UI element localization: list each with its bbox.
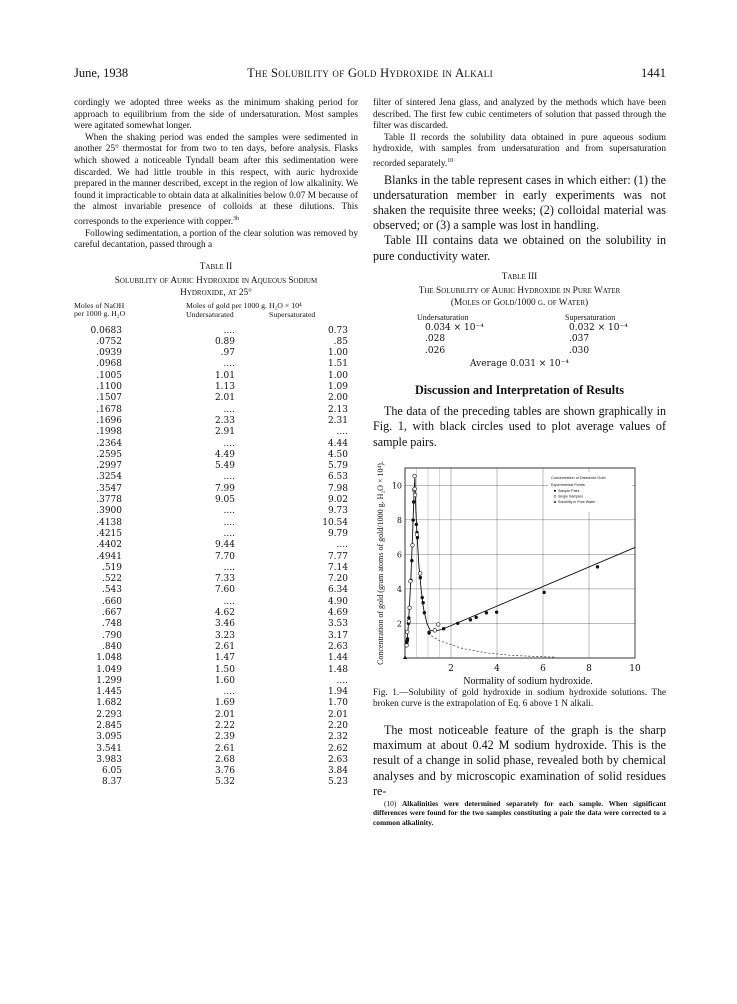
undersaturated-cell: 2.61 [214, 641, 235, 652]
supersaturated-cell: 1.48 [327, 664, 348, 675]
supersaturated-cell: .... [336, 427, 348, 438]
supersaturated-cell: .... [336, 540, 348, 551]
supersaturated-cell: 9.02 [327, 495, 348, 506]
undersaturated-cell: 9.05 [214, 495, 235, 506]
y-tick-label: 8 [396, 515, 402, 525]
table2-row [74, 382, 358, 393]
table2-row [74, 755, 358, 766]
table2-row [74, 710, 358, 721]
data-point-pair [495, 610, 498, 613]
table3-body [373, 323, 666, 358]
supersaturated-cell: 2.13 [327, 404, 348, 415]
table2-row [74, 732, 358, 743]
table2-row [74, 461, 358, 472]
table2-col2-header: Moles of gold per 1000 g. H₂O × 10⁴ [186, 300, 302, 310]
data-point-pair [421, 596, 424, 599]
left-column [74, 98, 358, 789]
naoh-cell: 1.299 [96, 675, 122, 686]
undersaturated-cell: 9.44 [214, 540, 235, 551]
supersaturated-cell: 2.00 [327, 393, 348, 404]
supersaturated-cell: 9.73 [327, 506, 348, 517]
naoh-cell: .3900 [96, 506, 122, 517]
x-tick-label: 8 [586, 663, 592, 674]
supersaturated-cell: 3.84 [327, 766, 348, 777]
data-point-single [433, 628, 437, 632]
table3-average: Average 0.031 × 10⁻⁴ [470, 359, 569, 370]
solubility-chart [373, 460, 666, 688]
table2-supersaturated-header: Supersaturated [269, 309, 316, 319]
undersaturated-cell: 1.69 [214, 698, 235, 709]
figure-caption: Fig. 1.—Solubility of gold hydroxide in sodium hydroxide solutions. The broken curve is the extrapolation of Eq. 6 above 1 N alkali. [373, 687, 666, 710]
naoh-cell: 8.37 [101, 777, 122, 788]
table2-row [74, 371, 358, 382]
supersaturated-cell: 1.09 [327, 382, 348, 393]
table2-row [74, 439, 358, 450]
left-paragraph-3: Following sedimentation, a portion of the clear solution was removed by careful decantation, passed through a [74, 228, 358, 251]
data-point-pair [456, 621, 459, 624]
data-point-pair [474, 615, 477, 618]
supersaturated-cell: 7.98 [327, 483, 348, 494]
data-point-pair [415, 522, 418, 525]
extrapolation-curve [428, 634, 555, 657]
data-point-single [418, 571, 422, 575]
right-paragraph-3: Blanks in the table represent cases in which either: (1) the undersaturation member in early experiments was not shaken the requisite three weeks; (2) colloidal material was observed; or (3) a sample was lost in handling. [373, 172, 666, 233]
data-point-pair [469, 618, 472, 621]
supersaturated-cell: 2.01 [327, 709, 348, 720]
undersaturated-cell: .... [223, 359, 235, 370]
naoh-cell: .840 [101, 641, 122, 652]
naoh-cell: .522 [101, 574, 122, 585]
right-paragraph-1: filter of sintered Jena glass, and analyzed by the methods which have been described. The first few cubic centimeters of solution that passed through the filter was discarded. [373, 98, 666, 132]
data-point-single [411, 543, 415, 547]
data-point-single [407, 619, 411, 623]
undersaturated-cell: 3.76 [214, 766, 235, 777]
data-point-pair [410, 559, 413, 562]
naoh-cell: 2.293 [96, 709, 122, 720]
undersaturated-cell: .... [223, 404, 235, 415]
data-point-single [409, 579, 413, 583]
supersaturated-cell: 2.20 [327, 720, 348, 731]
supersaturated-cell: 1.44 [327, 653, 348, 664]
undersaturated-cell: 1.60 [214, 675, 235, 686]
table2-row [74, 393, 358, 404]
supersaturated-cell: 3.53 [327, 619, 348, 630]
table2-row [74, 540, 358, 551]
x-tick-label: 10 [629, 663, 641, 674]
table2-row [74, 405, 358, 416]
table3-supersaturation-header: Supersaturation [565, 312, 616, 322]
supersaturated-cell: 2.62 [327, 743, 348, 754]
table2-row [74, 585, 358, 596]
naoh-cell: .3547 [96, 483, 122, 494]
x-tick-label: 2 [448, 663, 454, 674]
supersaturated-cell: 2.31 [327, 415, 348, 426]
undersaturated-cell: 2.61 [214, 743, 235, 754]
table2-row [74, 472, 358, 483]
naoh-cell: 1.682 [96, 698, 122, 709]
legend-entry: Single Samples [558, 494, 583, 499]
table2-row [74, 529, 358, 540]
data-point-single [408, 606, 412, 610]
undersaturated-cell: .... [223, 438, 235, 449]
table2-row [74, 348, 358, 359]
x-axis-label: Normality of sodium hydroxide. [463, 675, 593, 687]
legend-marker-single [554, 495, 556, 497]
legend-marker-pair [554, 489, 556, 491]
supersaturated-cell: 6.34 [327, 585, 348, 596]
undersaturated-cell: 2.01 [214, 393, 235, 404]
supersaturated-cell: 7.14 [327, 562, 348, 573]
table2-header [74, 302, 358, 326]
undersaturated-cell: .... [223, 517, 235, 528]
data-point-single [415, 533, 419, 537]
right-column [373, 98, 666, 827]
naoh-cell: .1100 [96, 382, 122, 393]
supersaturated-cell: 0.73 [327, 325, 348, 336]
table3-header [373, 312, 666, 323]
table2-row [74, 721, 358, 732]
undersaturated-cell: 0.89 [214, 336, 235, 347]
undersaturated-cell: 3.46 [214, 619, 235, 630]
y-tick-label: 6 [396, 550, 402, 560]
supersaturated-cell: 1.94 [327, 687, 348, 698]
table2-row [74, 642, 358, 653]
table2-row [74, 484, 358, 495]
table3-title: Table III [501, 271, 538, 282]
x-tick-label: 6 [540, 663, 546, 674]
naoh-cell: .1696 [96, 415, 122, 426]
naoh-cell: 3.541 [96, 743, 122, 754]
supersaturated-cell: 2.32 [327, 732, 348, 743]
table2-row [74, 337, 358, 348]
supersaturated-cell: 6.53 [327, 472, 348, 483]
table2-row [74, 574, 358, 585]
supersaturated-cell: 7.20 [327, 574, 348, 585]
page-number: 1441 [641, 66, 666, 80]
naoh-cell: .2595 [96, 449, 122, 460]
naoh-cell: .543 [101, 585, 122, 596]
naoh-cell: .0752 [96, 336, 122, 347]
table3-caption: The Solubility of Auric Hydroxide in Pure Water (Moles of Gold/1000 g. of Water) [418, 286, 621, 309]
figure-1 [373, 460, 666, 688]
data-point-water [403, 655, 407, 659]
data-point-single [413, 493, 417, 497]
table2-row [74, 665, 358, 676]
naoh-cell: .1005 [96, 370, 122, 381]
legend-subtitle: Experimental Points [551, 482, 585, 487]
supersaturated-cell: 7.77 [327, 551, 348, 562]
supersaturated-cell: 4.50 [327, 449, 348, 460]
data-point-pair [485, 611, 488, 614]
legend-entry: Solubility in Pure Water [558, 499, 596, 504]
supersaturated-cell: .... [336, 675, 348, 686]
table2-row [74, 506, 358, 517]
data-point-pair [419, 576, 422, 579]
supersaturated-cell: 2.63 [327, 754, 348, 765]
data-point-single [413, 487, 417, 491]
table2-row [74, 653, 358, 664]
naoh-cell: .1507 [96, 393, 122, 404]
data-point-pair [596, 565, 599, 568]
undersaturated-cell: .... [223, 325, 235, 336]
supersaturation-cell: 0.032 × 10⁻⁴ [569, 322, 628, 333]
naoh-cell: .3778 [96, 495, 122, 506]
data-point-pair [542, 590, 545, 593]
undersaturated-cell: .97 [220, 348, 235, 359]
supersaturated-cell: 1.51 [327, 359, 348, 370]
table2-row [74, 631, 358, 642]
naoh-cell: .4402 [96, 540, 122, 551]
naoh-cell: .2364 [96, 438, 122, 449]
undersaturated-cell: 2.91 [214, 427, 235, 438]
table2-row [74, 495, 358, 506]
undersaturated-cell: 3.23 [214, 630, 235, 641]
undersaturated-cell: 2.22 [214, 720, 235, 731]
supersaturated-cell: 1.00 [327, 370, 348, 381]
naoh-cell: .4941 [96, 551, 122, 562]
naoh-cell: 3.983 [96, 754, 122, 765]
y-tick-label: 10 [391, 481, 402, 491]
naoh-cell: .2997 [96, 461, 122, 472]
undersaturated-cell: 4.49 [214, 449, 235, 460]
undersaturated-cell: .... [223, 596, 235, 607]
table2-body [74, 326, 358, 789]
table2-row [74, 676, 358, 687]
left-paragraph-2: When the shaking period was ended the samples were sedimented in another 25° thermostat for from two to ten days, before analysis. Flasks which showed a noticeable Tyndall beam after this sedimentation were discarded. We had little trouble in this respect, with auric hydroxide prepared in the manner described, except in the region of low alkalinity. We found it impracticable to obtain data at alkalinities below 0.07 M because of the almost invariable presence of colloids at these dilutions. This corresponds to the experience with copper.$^{3b}$ [74, 132, 358, 228]
table2 [74, 302, 358, 789]
table2-row [74, 518, 358, 529]
naoh-cell: 1.049 [96, 664, 122, 675]
supersaturated-cell: 9.79 [327, 528, 348, 539]
data-point-single [436, 622, 440, 626]
data-point-pair [421, 601, 424, 604]
naoh-cell: 1.048 [96, 653, 122, 664]
data-point-pair [411, 518, 414, 521]
table2-caption-line2: Hydroxide, at 25° [180, 288, 252, 298]
left-paragraph-1: cordingly we adopted three weeks as the minimum shaking period for approach to equilibrium from the side of undersaturation. Most samples were agitated somewhat longer. [74, 98, 358, 132]
supersaturated-cell: 3.17 [327, 630, 348, 641]
table2-title: Table II [199, 261, 233, 272]
naoh-cell: .4215 [96, 528, 122, 539]
supersaturated-cell: 2.63 [327, 641, 348, 652]
naoh-cell: .1998 [96, 427, 122, 438]
table2-row [74, 427, 358, 438]
supersaturated-cell: 1.70 [327, 698, 348, 709]
undersaturated-cell: 7.99 [214, 483, 235, 494]
table3-row [373, 346, 666, 358]
naoh-cell: .519 [101, 562, 122, 573]
undersaturated-cell: 7.70 [214, 551, 235, 562]
undersaturated-cell: 1.13 [214, 382, 235, 393]
table2-row [74, 563, 358, 574]
table3-row [373, 323, 666, 335]
table2-undersaturated-header: Undersaturated [186, 309, 234, 319]
linear-fit-line [442, 547, 635, 629]
undersaturated-cell: .... [223, 562, 235, 573]
y-tick-label: 2 [396, 619, 402, 629]
table3-row [373, 334, 666, 346]
data-point-pair [406, 637, 409, 640]
undersaturated-cell: 5.49 [214, 461, 235, 472]
table2-row [74, 766, 358, 777]
table2-row [74, 359, 358, 370]
undersaturated-cell: 2.68 [214, 754, 235, 765]
right-paragraph-5: The data of the preceding tables are shown graphically in Fig. 1, with black circles used to plot average values of sample pairs. [373, 404, 666, 449]
naoh-cell: 2.845 [96, 720, 122, 731]
table3-undersaturation-header: Undersaturation [417, 312, 469, 322]
table2-row [74, 619, 358, 630]
naoh-cell: .0939 [96, 348, 122, 359]
naoh-cell: .660 [101, 596, 122, 607]
naoh-cell: .4138 [96, 517, 122, 528]
naoh-cell: 0.0683 [90, 325, 122, 336]
undersaturated-cell: 5.32 [214, 777, 235, 788]
undersaturated-cell: .... [223, 506, 235, 517]
undersaturated-cell: .... [223, 528, 235, 539]
supersaturated-cell: 5.79 [327, 461, 348, 472]
header-title: The Solubility of Gold Hydroxide in Alkali [247, 66, 493, 80]
naoh-cell: .1678 [96, 404, 122, 415]
table2-row [74, 698, 358, 709]
undersaturated-cell: 1.01 [214, 370, 235, 381]
naoh-cell: 1.445 [96, 687, 122, 698]
undersaturated-cell: 1.50 [214, 664, 235, 675]
right-paragraph-6: The most noticeable feature of the graph is the sharp maximum at about 0.42 M sodium hydroxide. This is the result of a change in solid phase, revealed both by chemical analyses and by microscopic examination of solid residues re- [373, 722, 666, 798]
naoh-cell: .790 [101, 630, 122, 641]
undersaturated-cell: .... [223, 472, 235, 483]
undersaturation-cell: 0.034 × 10⁻⁴ [425, 322, 484, 333]
table2-row [74, 326, 358, 337]
data-point-pair [423, 611, 426, 614]
supersaturation-cell: .037 [569, 334, 590, 345]
table3 [373, 312, 666, 374]
undersaturated-cell: 2.39 [214, 732, 235, 743]
table2-row [74, 777, 358, 788]
undersaturation-cell: .028 [425, 334, 446, 345]
naoh-cell: .748 [101, 619, 122, 630]
y-tick-label: 4 [396, 584, 402, 594]
header-date: June, 1938 [74, 66, 129, 80]
table2-row [74, 450, 358, 461]
table2-caption-line1: Solubility of Auric Hydroxide in Aqueous Sodium [114, 276, 318, 287]
footnote-ref: 3b [233, 215, 240, 222]
undersaturated-cell: 7.60 [214, 585, 235, 596]
legend-entry: Sample Pairs [558, 488, 580, 493]
undersaturation-cell: .026 [425, 345, 446, 356]
right-paragraph-4: Table III contains data we obtained on the solubility in pure conductivity water. [373, 233, 666, 263]
undersaturated-cell: 4.62 [214, 608, 235, 619]
naoh-cell: .3254 [96, 472, 122, 483]
table2-col1-header: Moles of NaOH per 1000 g. H₂O [74, 300, 126, 319]
naoh-cell: .0968 [96, 359, 122, 370]
undersaturated-cell: 2.01 [214, 709, 235, 720]
data-point-single [413, 474, 417, 478]
data-point-pair [442, 627, 445, 630]
x-tick-label: 4 [494, 663, 500, 674]
supersaturated-cell: 10.54 [322, 517, 348, 528]
footnote-ref: 10 [447, 157, 454, 164]
supersaturated-cell: 5.23 [327, 777, 348, 788]
data-point-single [405, 630, 409, 634]
table2-row [74, 416, 358, 427]
running-header [74, 66, 666, 82]
table2-row [74, 744, 358, 755]
data-point-pair [412, 500, 415, 503]
footnote-10: (10) Alkalinities were determined separately for each sample. When significant differences were found for the two samples constituting a pair the data were corrected to a common alkalinity. [373, 798, 667, 827]
table2-caption [74, 276, 358, 299]
y-axis-label: Concentration of gold (gram atoms of gold/1000 g. H₂O × 10⁴). [376, 460, 385, 665]
table2-row [74, 687, 358, 698]
section-heading: Discussion and Interpretation of Results [414, 383, 624, 398]
data-point-pair [427, 630, 430, 633]
supersaturated-cell: .85 [333, 336, 348, 347]
supersaturated-cell: 4.90 [327, 596, 348, 607]
legend-title: Concentration of Dissolved Gold [551, 475, 606, 480]
undersaturated-cell: 2.33 [214, 415, 235, 426]
data-point-single [405, 643, 409, 647]
table2-row [74, 597, 358, 608]
supersaturated-cell: 4.69 [327, 608, 348, 619]
supersaturated-cell: 1.00 [327, 348, 348, 359]
naoh-cell: 6.05 [101, 766, 122, 777]
undersaturated-cell: 7.33 [214, 574, 235, 585]
naoh-cell: 3.095 [96, 732, 122, 743]
undersaturated-cell: .... [223, 687, 235, 698]
naoh-cell: .667 [101, 608, 122, 619]
right-paragraph-2: Table II records the solubility data obtained in pure aqueous sodium hydroxide, with samples from undersaturation and from supersaturation recorded separately.$^{10}$ [373, 132, 666, 170]
supersaturated-cell: 4.44 [327, 438, 348, 449]
table2-row [74, 608, 358, 619]
undersaturated-cell: 1.47 [214, 653, 235, 664]
table2-row [74, 552, 358, 563]
supersaturation-cell: .030 [569, 345, 590, 356]
